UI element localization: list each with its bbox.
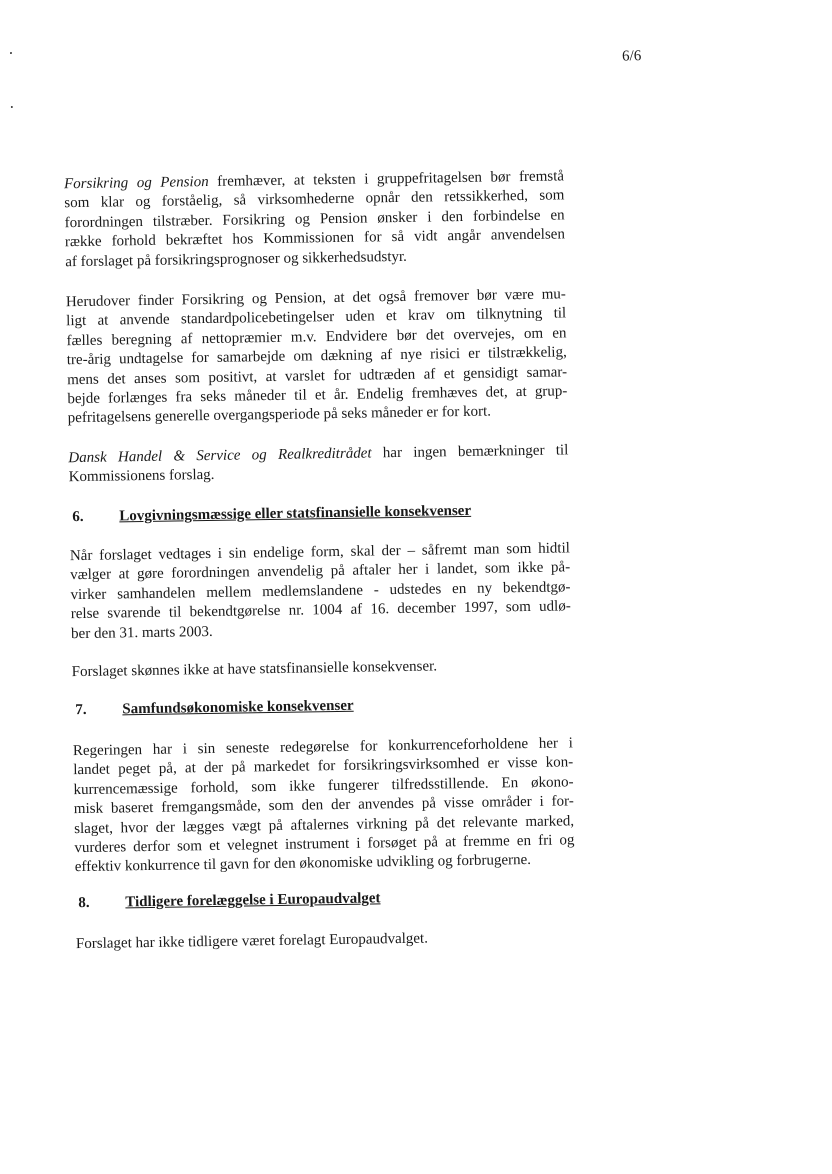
text-line: Når forslaget vedtages i sin endelige form, skal der – såfremt man som hidtil	[69, 540, 570, 565]
text-line: bejde forlænges fra seks måneder til et år. Endelig fremhæves det, at grup-	[67, 383, 568, 408]
paragraph-dansk-handel	[68, 441, 569, 488]
text-line: af forslaget på forsikringsprognoser og sikkerhedsudstyr.	[65, 248, 407, 270]
text-line: fælles beregning af nettopræmier m.v. Endvidere bør det overvejes, om en	[66, 325, 567, 350]
text-line: slaget, hvor der lægges vægt på aftalernes virkning på det relevante marked,	[74, 812, 575, 837]
text-line: kurrencemæssige forhold, som ikke fungerer tilfredsstillende. En økono-	[73, 774, 574, 798]
section-heading-7	[75, 698, 354, 719]
section-title: Samfundsøkonomiske konsekvenser	[122, 697, 354, 718]
text-line: vælger at gøre forordningen anvendelig på aftaler her i landet, som ikke på-	[70, 559, 571, 584]
paragraph-section6-body	[70, 539, 571, 644]
text-line: ber den 31. marts 2003.	[70, 623, 213, 642]
text-line: vurderes derfor som et velegnet instrument i forsøget på at fremme en fri og	[74, 832, 575, 857]
text-line: relse svarende til bekendtgørelse nr. 1004 af 16. december 1997, som udlø-	[70, 598, 571, 623]
section-title: Lovgivningsmæssige eller statsfinansielle konsekvenser	[119, 502, 472, 525]
paragraph-section8-body	[76, 927, 576, 954]
text-line: Forslaget skønnes ikke at have statsfinansielle konsekvenser.	[71, 658, 438, 681]
text-line: Herudover finder Forsikring og Pension, at det også fremover bør være mu-	[65, 286, 566, 311]
paragraph-forsikring-og-pension	[64, 167, 565, 272]
text-line: Forslaget har ikke tidligere været forelagt Europaudvalget.	[75, 930, 429, 953]
text-line: Dansk Handel & Service og Realkreditrådet har ingen bemærkninger til	[68, 442, 569, 467]
text-line: landet peget på, at der på markedet for forsikringsvirksomhed er visse kon-	[73, 754, 574, 779]
section-number: 8.	[78, 894, 90, 912]
paragraph-section6-note	[72, 655, 572, 682]
text-line: tre-årig undtagelse for samarbejde om dækning af nye risici er tilstrækkelig,	[66, 344, 567, 369]
text-line: forordningen tilstræber. Forsikring og Pension ønsker i den forbindelse en	[64, 207, 565, 232]
scan-mark	[10, 52, 12, 54]
scan-mark	[11, 106, 13, 108]
text-line: pefritagelsens generelle overgangsperiode på seks måneder er for kort.	[67, 403, 492, 427]
text-line: ligt at anvende standardpolicebetingelser uden et krav om tilknytning til	[66, 305, 567, 330]
paragraph-section7-body	[73, 734, 575, 878]
section-title: Tidligere forelæggelse i Europaudvalget	[125, 890, 381, 911]
section-number: 6.	[72, 508, 84, 526]
text-line: Regeringen har i sin seneste redegørelse for konkurrenceforholdene her i	[72, 735, 574, 760]
section-number: 7.	[75, 701, 87, 719]
section-heading-6	[72, 503, 471, 526]
text-line: Kommissionens forslag.	[68, 467, 215, 486]
section-heading-8	[78, 890, 380, 912]
text-line: effektiv konkurrence til gavn for den økonomiske udvikling og forbrugerne.	[74, 852, 532, 876]
text-line: Forsikring og Pension fremhæver, at teksten i gruppefritagelsen bør fremstå	[63, 168, 565, 193]
page-number: 6/6	[621, 48, 642, 65]
text-line: virker samhandelen mellem medlemslandene - udstedes en ny bekendtgø-	[70, 579, 571, 603]
paragraph-herudover	[66, 285, 568, 429]
text-line: som klar og forståelig, så virksomhederne opnår den retssikkerhed, som	[64, 187, 565, 212]
text-line: række forhold bekræftet hos Kommissionen for så vidt angår anvendelsen	[64, 226, 566, 251]
text-line: mens det anses som positivt, at varslet for udtræden af et gensidigt samar-	[67, 363, 568, 388]
text-line: misk baseret fremgangsmåde, som den der anvendes på visse områder i for-	[73, 793, 574, 818]
